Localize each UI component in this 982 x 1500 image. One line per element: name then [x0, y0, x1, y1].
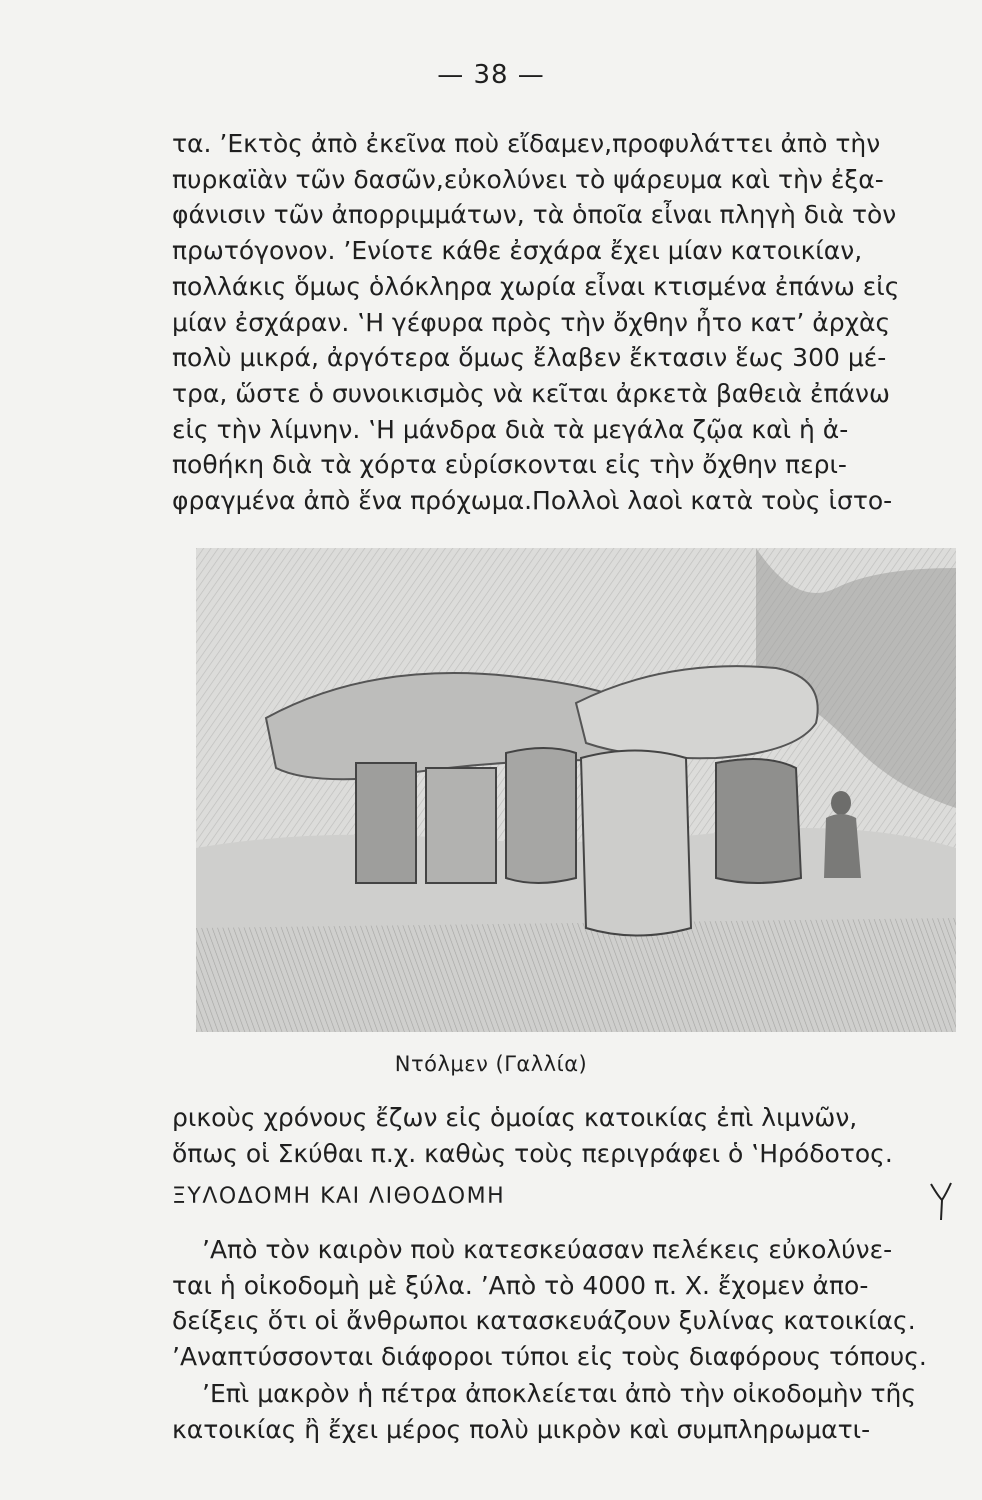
- text-line: πρωτόγονον. ’Ενίοτε κάθε ἐσχάρα ἔχει μίαν κατοικίαν,: [172, 236, 863, 266]
- page-number: — 38 —: [437, 60, 545, 90]
- standing-stone: [356, 763, 416, 883]
- text-line: ποθήκη διὰ τὰ χόρτα εὑρίσκονται εἰς τὴν ὄχθην περι-: [172, 450, 847, 480]
- standing-stone: [506, 748, 576, 883]
- paragraph-herodotus: [172, 1100, 952, 1171]
- text-line: ’Απὸ τὸν καιρὸν ποὺ κατεσκεύασαν πελέκεις εὐκολύνε-: [202, 1235, 893, 1264]
- handwritten-mark: [928, 1180, 954, 1222]
- standing-stone: [716, 759, 801, 883]
- text-line: πυρκαϊὰν τῶν δασῶν,εὐκολύνει τὸ ψάρευμα καὶ τὴν ἐξα-: [172, 164, 884, 194]
- text-line: πολὺ μικρά, ἀργότερα ὅμως ἔλαβεν ἔκτασιν ἕως 300 μέ-: [172, 343, 887, 373]
- text-line: εἰς τὴν λίμνην. ‛Η μάνδρα διὰ τὰ μεγάλα ζῷα καὶ ἡ ἀ-: [172, 414, 849, 444]
- text-line: φραγμένα ἀπὸ ἕνα πρόχωμα.Πολλοὶ λαοὶ κατὰ τοὺς ἱστο-: [172, 486, 893, 516]
- figure-body: [824, 814, 861, 878]
- paragraph-stone-construction: [172, 1376, 952, 1447]
- section-heading: ΞΥΛΟΔΟΜΗ ΚΑΙ ΛΙΘΟΔΟΜΗ: [172, 1184, 506, 1209]
- figure-caption: Ντόλμεν (Γαλλία): [394, 1052, 588, 1076]
- text-line: πολλάκις ὅμως ὁλόκληρα χωρία εἶναι κτισμένα ἐπάνω εἰς: [172, 271, 900, 301]
- text-line: ται ἡ οἰκοδομὴ μὲ ξύλα. ’Απὸ τὸ 4000 π. Χ. ἔχομεν ἀπο-: [172, 1270, 869, 1300]
- figure-head: [831, 791, 851, 815]
- standing-stone: [426, 768, 496, 883]
- text-line: ’Αναπτύσσονται διάφοροι τύποι εἰς τοὺς διαφόρους τόπους.: [172, 1342, 927, 1372]
- dolmen-illustration: [196, 548, 956, 1032]
- text-line: ὅπως οἱ Σκύθαι π.χ. καθὼς τοὺς περιγράφει ὁ ‛Ηρόδοτος.: [172, 1138, 893, 1168]
- text-line: ρικοὺς χρόνους ἔζων εἰς ὁμοίας κατοικίας ἐπὶ λιμνῶν,: [172, 1103, 858, 1132]
- text-line: ’Επὶ μακρὸν ἡ πέτρα ἀποκλείεται ἀπὸ τὴν οἰκοδομὴν τῆς: [202, 1379, 917, 1408]
- dolmen-engraving: [196, 548, 956, 1032]
- text-line: δείξεις ὅτι οἱ ἄνθρωποι κατασκευάζουν ξυλίνας κατοικίας.: [172, 1306, 916, 1336]
- text-line: κατοικίας ἢ ἔχει μέρος πολὺ μικρὸν καὶ συμπληρωματι-: [172, 1414, 871, 1444]
- text-line: τα. ’Εκτὸς ἀπὸ ἐκεῖνα ποὺ εἴδαμεν,προφυλάττει ἀπὸ τὴν: [172, 129, 881, 158]
- text-line: μίαν ἐσχάραν. ‛Η γέφυρα πρὸς τὴν ὄχθην ἦτο κατ’ ἀρχὰς: [172, 307, 891, 337]
- text-line: τρα, ὥστε ὁ συνοικισμὸς νὰ κεῖται ἀρκετὰ βαθειὰ ἐπάνω: [172, 378, 890, 408]
- paragraph-wood-construction: [172, 1232, 952, 1375]
- paragraph-lake-dwellings: [172, 126, 952, 519]
- text-line: φάνισιν τῶν ἀπορριμμάτων, τὰ ὁποῖα εἶναι πληγὴ διὰ τὸν: [172, 200, 897, 230]
- standing-stone: [581, 751, 691, 936]
